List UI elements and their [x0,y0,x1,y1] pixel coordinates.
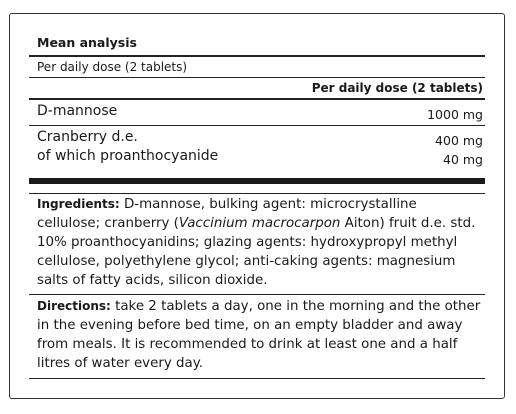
row-divider [29,125,485,126]
label-content [29,14,485,398]
ingredients-paragraph [37,195,481,290]
directions-top-divider [29,294,485,295]
ingredients-lead: Ingredients: [37,197,120,211]
row-dmannose-name: D-mannose [37,103,118,119]
ingredients-text-2: Aiton) fruit d.e. std. 10% proanthocyanidins; glazing agents: hydroxypropyl methyl cellulose, polyethylene glycol; anti-caking agents: magnesium salts of fatty acids, silicon dioxide. [37,216,476,288]
directions-paragraph [37,297,481,373]
directions-lead: Directions: [37,299,111,313]
column-header: Per daily dose (2 tablets) [311,81,483,95]
section-divider-heavy [29,178,485,184]
subtitle-divider [29,77,485,78]
row-cranberry-value: 400 mg [435,133,483,148]
panel-subtitle: Per daily dose (2 tablets) [37,60,188,74]
row-cranberry-name: Cranberry d.e. [37,129,138,145]
directions-text: take 2 tablets a day, one in the morning and the other in the evening before bed time, on an empty bladder and away from meals. It is recommended to drink at least one and a half litres of water every day. [37,299,481,371]
supplement-facts-label [9,13,505,399]
ingredients-text-1: D-mannose, bulking agent: microcrystalline cellulose; cranberry ( [37,197,417,231]
row-proanthocyanide-value: 40 mg [443,152,483,167]
row-proanthocyanide-name: of which proanthocyanide [37,148,219,164]
ingredients-top-divider [29,193,485,194]
row-dmannose-value: 1000 mg [427,107,483,122]
title-divider [29,55,485,57]
panel-title: Mean analysis [37,35,137,50]
header-divider [29,98,485,100]
bottom-divider [29,378,485,379]
ingredients-italic: Vaccinium macrocarpon [178,216,341,231]
